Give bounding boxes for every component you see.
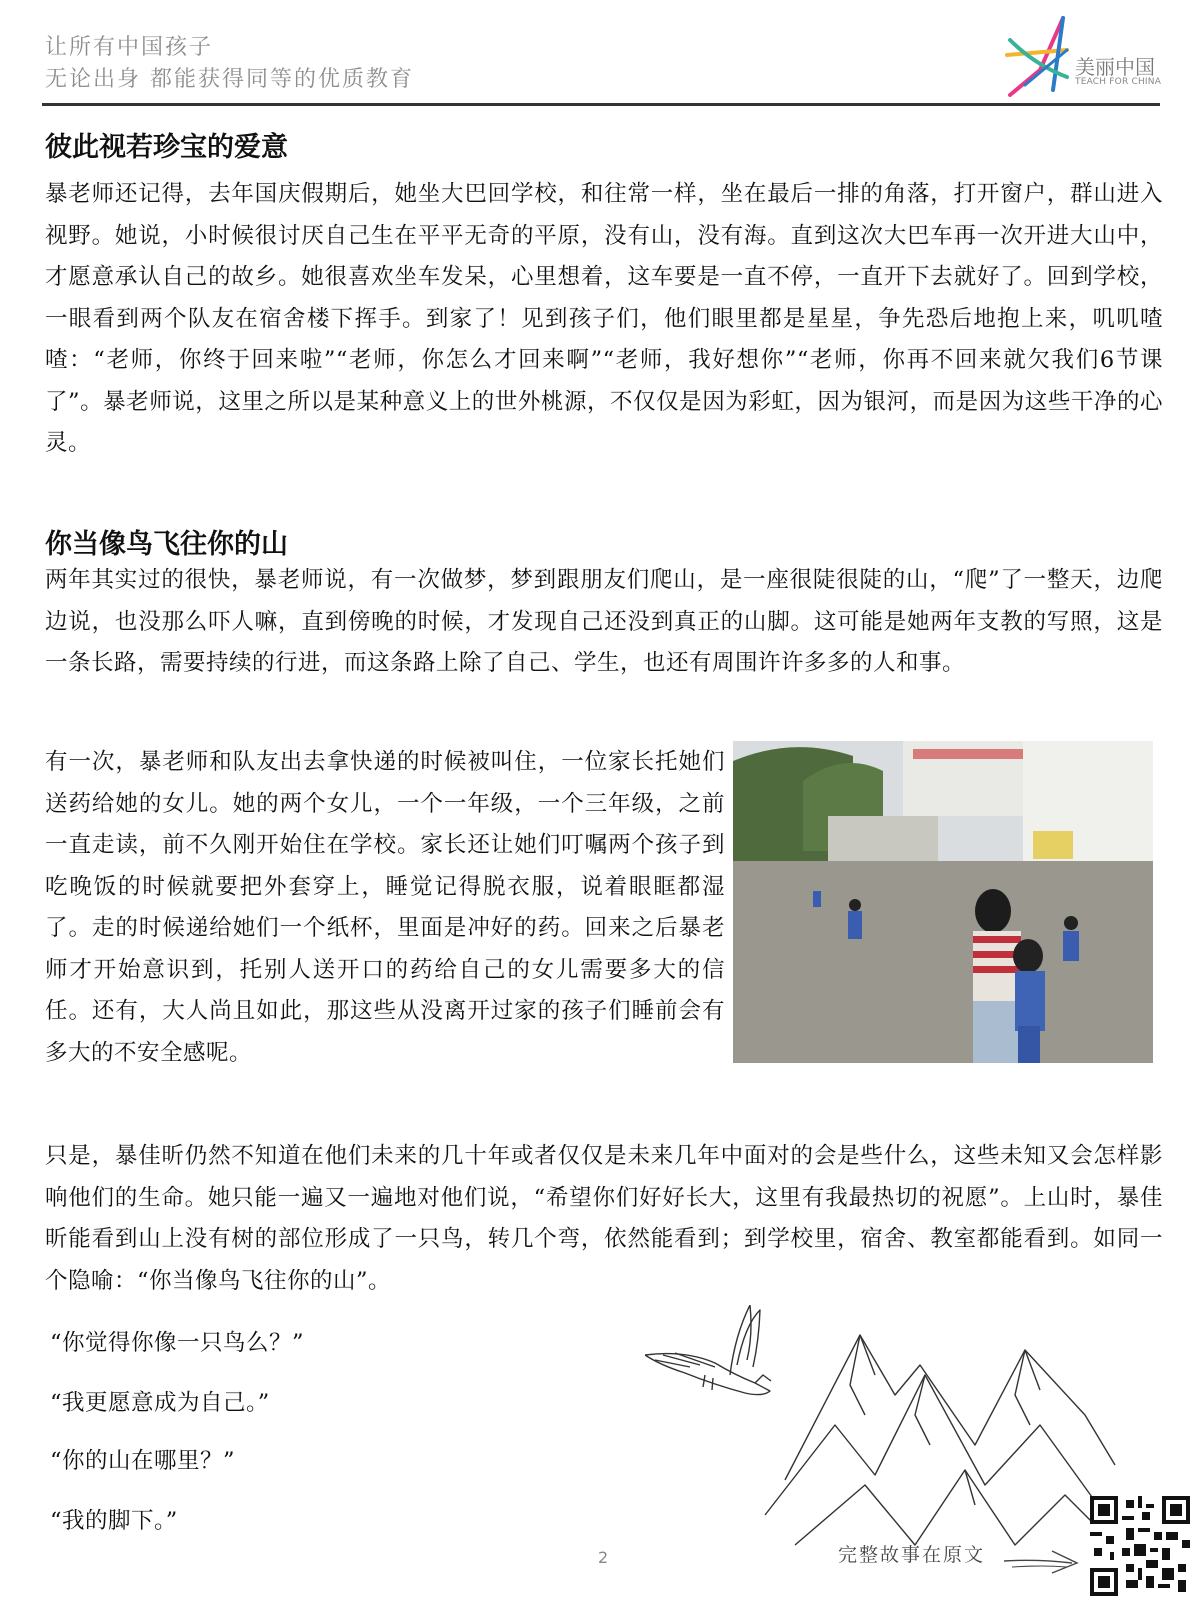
page-number: 2 [598, 1548, 609, 1567]
dialogue-line: “我更愿意成为自己。” [50, 1390, 270, 1416]
dialogue-line: “我的脚下。” [50, 1508, 178, 1534]
section2-paragraph-1: 两年其实过的很快，暴老师说，有一次做梦，梦到跟朋友们爬山，是一座很陡很陡的山，“爬”了一整天，边爬边说，也没那么吓人嘛，直到傍晚的时候，才发现自己还没到真正的山脚。这可能是她两年支教的写照，这是一条长路，需要持续的行进，而这条路上除了自己、学生，也还有周围许许多多的人和事。 [45, 567, 1163, 676]
section-heading-1: 彼此视若珍宝的爱意 [45, 132, 288, 163]
section2-paragraph-3: 只是，暴佳昕仍然不知道在他们未来的几十年或者仅仅是未来几年中面对的会是些什么，这些未知又会怎样影响他们的生命。她只能一遍又一遍地对他们说，“希望你们好好长大，这里有我最热切的祝愿”。上山时，暴佳昕能看到山上没有树的部位形成了一只鸟，转几个弯，依然能看到；到学校里，宿舍、教室都能看到。如同一个隐喻：“你当像鸟飞往你的山”。 [45, 1143, 1163, 1294]
bird-mountain-sketch [645, 1305, 1125, 1555]
dialogue-line: “你觉得你像一只鸟么？” [50, 1330, 305, 1356]
logo-text-cn: 美丽中国 [1075, 55, 1155, 79]
footer-note: 完整故事在原文 [838, 1544, 986, 1566]
qr-code-icon[interactable] [1090, 1496, 1190, 1596]
slogan-line-2: 无论出身 都能获得同等的优质教育 [45, 67, 414, 92]
schoolyard-photo [733, 741, 1153, 1063]
section2-paragraph-2: 有一次，暴老师和队友出去拿快递的时候被叫住，一位家长托她们送药给她的女儿。她的两个女儿，一个一年级，一个三年级，之前一直走读，前不久刚开始住在学校。家长还让她们叮嘱两个孩子到吃晚饭的时候就要把外套穿上，睡觉记得脱衣服，说着眼眶都湿了。走的时候递给她们一个纸杯，里面是冲好的药。回来之后暴老师才开始意识到，托别人送开口的药给自己的女儿需要多大的信任。还有，大人尚且如此，那这些从没离开过家的孩子们睡前会有多大的不安全感呢。 [45, 749, 725, 1066]
slogan-line-1: 让所有中国孩子 [45, 35, 214, 60]
dialogue-line: “你的山在哪里？” [50, 1448, 236, 1474]
star-logo-icon [1005, 15, 1075, 100]
logo-text-en: TEACH FOR CHINA [1075, 77, 1162, 87]
header-divider [42, 103, 1160, 106]
section1-paragraph: 暴老师还记得，去年国庆假期后，她坐大巴回学校，和往常一样，坐在最后一排的角落，打开窗户，群山进入视野。她说，小时候很讨厌自己生在平平无奇的平原，没有山，没有海。直到这次大巴车再一次开进大山中，才愿意承认自己的故乡。她很喜欢坐车发呆，心里想着，这车要是一直不停，一直开下去就好了。回到学校，一眼看到两个队友在宿舍楼下挥手。到家了！见到孩子们，他们眼里都是星星，争先恐后地抱上来，叽叽喳喳：“老师，你终于回来啦”“老师，你怎么才回来啊”“老师，我好想你”“老师，你再不回来就欠我们6节课了”。暴老师说，这里之所以是某种意义上的世外桃源，不仅仅是因为彩虹，因为银河，而是因为这些干净的心灵。 [45, 181, 1163, 456]
teach-for-china-logo [1005, 15, 1165, 100]
section-heading-2: 你当像鸟飞往你的山 [45, 529, 288, 560]
header-slogan [45, 32, 414, 96]
arrow-right-icon [1002, 1545, 1082, 1577]
